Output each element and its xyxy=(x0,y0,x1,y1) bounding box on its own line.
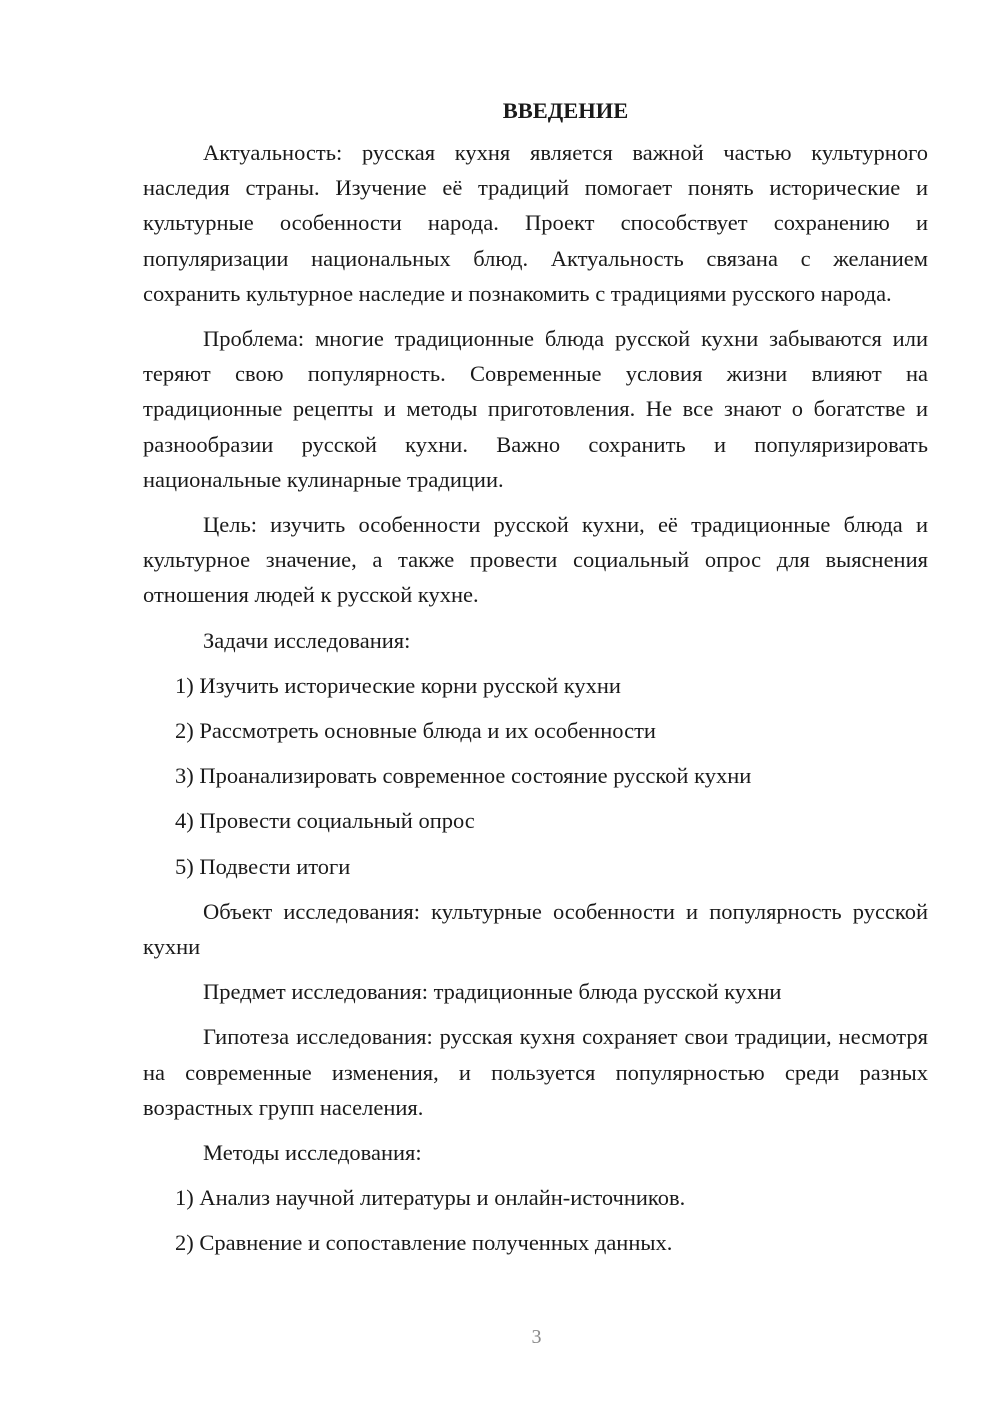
tasks-heading: Задачи исследования: xyxy=(203,627,411,653)
task-item: 1) Изучить исторические корни русской кухни xyxy=(175,672,621,698)
goal-paragraph: Цель: изучить особенности русской кухни, её традиционные блюда и культурное значение, а также провести социальный опрос для выяснения отношения людей к русской кухне. xyxy=(143,512,928,608)
object-paragraph: Объект исследования: культурные особенности и популярность русской кухни xyxy=(143,898,928,960)
hypothesis-paragraph: Гипотеза исследования: русская кухня сохраняет свои традиции, несмотря на современные изменения, и пользуется популярностью среди разных возрастных групп населения. xyxy=(143,1024,928,1120)
page-number: 3 xyxy=(531,1326,542,1348)
task-item: 4) Провести социальный опрос xyxy=(175,808,475,834)
method-item: 1) Анализ научной литературы и онлайн-источников. xyxy=(175,1185,686,1211)
problem-paragraph: Проблема: многие традиционные блюда русской кухни забываются или теряют свою популярность. Современные условия жизни влияют на традиционные рецепты и методы приготовления. Не все знают о богатстве и разнообразии русской кухни. Важно сохранить и популяризировать национальные кулинарные традиции. xyxy=(143,326,928,492)
subject-paragraph: Предмет исследования: традиционные блюда русской кухни xyxy=(203,979,782,1005)
document-page xyxy=(143,96,928,1261)
page-title: ВВЕДЕНИЕ xyxy=(502,98,629,123)
task-item: 3) Проанализировать современное состояние русской кухни xyxy=(175,763,752,789)
relevance-paragraph: Актуальность: русская кухня является важной частью культурного наследия страны. Изучение её традиций помогает понять исторические и культурные особенности народа. Проект способствует сохранению и популяризации национальных блюд. Актуальность связана с желанием сохранить культурное наследие и познакомить с традициями русского народа. xyxy=(143,140,928,306)
methods-heading: Методы исследования: xyxy=(203,1140,422,1166)
method-item: 2) Сравнение и сопоставление полученных данных. xyxy=(175,1230,673,1256)
task-item: 5) Подвести итоги xyxy=(175,853,351,879)
task-item: 2) Рассмотреть основные блюда и их особенности xyxy=(175,718,656,744)
